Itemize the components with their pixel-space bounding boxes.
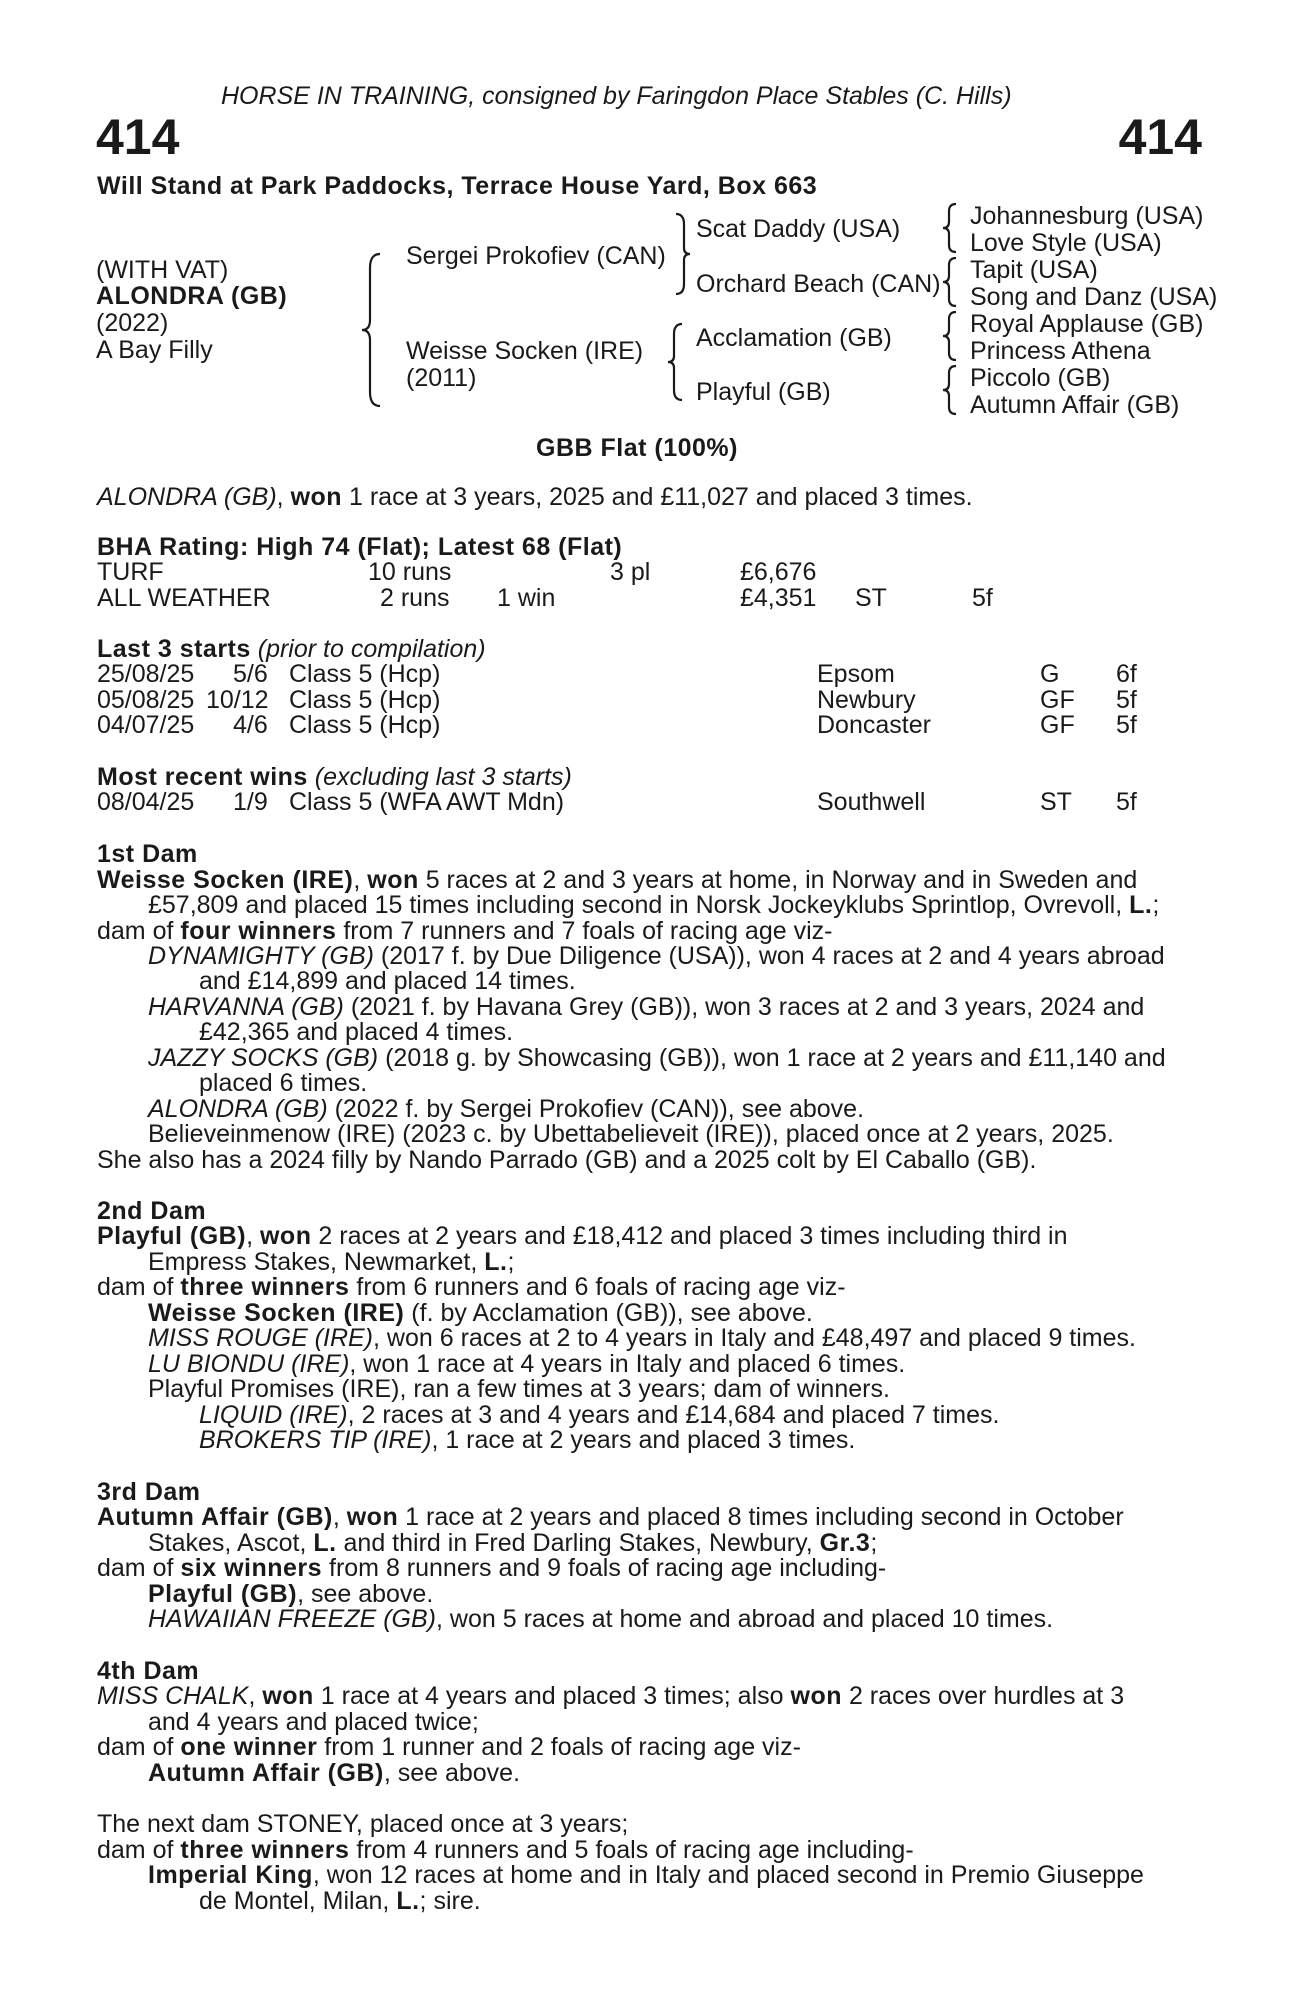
win-distance: 5f [1116,788,1137,816]
dam4-winners-count: one winner [180,1733,318,1761]
dam3-damof: dam of [97,1554,181,1582]
start-date: 05/08/25 [97,686,195,714]
summary-horse-name: ALONDRA (GB) [97,483,277,511]
dam3-progeny-2 [148,1605,1053,1634]
dam4-won: won [262,1682,314,1710]
dam2-grandprogeny-2 [199,1426,855,1455]
dam2-runners: from 6 runners and 6 foals of racing age viz- [349,1273,846,1301]
pedigree-sire-dam: Orchard Beach (CAN) [696,270,941,298]
dam2-punct: ; [507,1248,515,1276]
rating-money: £4,351 [740,584,817,612]
dam3-record-cont2: and third in Fred Darling Stakes, Newbury, [336,1529,820,1557]
bha-rating-title: BHA Rating: High 74 (Flat); Latest 68 (Flat) [97,533,623,561]
start-row [0,686,1315,712]
next-dam-line1: The next dam STONEY, placed once at 3 years; [97,1810,629,1838]
start-going: GF [1040,711,1075,739]
start-position: 4/6 [233,711,268,739]
start-class: Class 5 (Hcp) [289,660,441,688]
dam1-record: 5 races at 2 and 3 years at home, in Norway and in Sweden and [418,866,1138,894]
dam2-winners-count: three winners [180,1273,350,1301]
pedigree-sdd: Song and Danz (USA) [970,283,1218,311]
summary-won: won [290,483,343,511]
lot-number-left: 414 [96,109,180,165]
rating-money: £6,676 [740,558,817,586]
dam4-heading: 4th Dam [97,1657,200,1685]
dam1-won: won [367,866,419,894]
progeny-name: JAZZY SOCKS (GB) [148,1044,379,1072]
start-date: 04/07/25 [97,711,195,739]
dam4-line3 [97,1733,801,1762]
progeny-name: Autumn Affair (GB) [148,1759,384,1787]
dam4-record: 1 race at 4 years and placed 3 times; also [313,1682,791,1710]
start-row [0,660,1315,686]
dam1-line2 [148,891,1159,920]
progeny-name: Playful (GB) [148,1580,298,1608]
next-runners: from 4 runners and 5 foals of racing age including- [349,1836,914,1864]
start-distance: 5f [1116,686,1137,714]
dam2-progeny-4: Playful Promises (IRE), ran a few times at 3 years; dam of winners. [148,1375,890,1403]
progeny-name: BROKERS TIP (IRE) [199,1426,432,1454]
dam3-won: won [346,1503,399,1531]
dam2-name: Playful (GB) [97,1222,247,1250]
dam1-punct: ; [1152,891,1160,919]
sire-brace [666,212,690,296]
recent-win-row [0,788,1315,814]
gbb-status: GBB Flat (100%) [536,434,738,462]
progeny-record: (2017 f. by Due Diligence (USA)), won 4 races at 2 and 4 years abroad [373,942,1165,970]
start-course: Newbury [817,686,916,714]
win-class: Class 5 (WFA AWT Mdn) [289,788,565,816]
start-distance: 5f [1116,711,1137,739]
dam4-line2: and 4 years and placed twice; [148,1708,479,1736]
dam1-heading: 1st Dam [97,840,198,868]
rating-runs: 10 runs [368,558,452,586]
dam-brace [668,322,688,402]
progeny-name: DYNAMIGHTY (GB) [148,942,374,970]
dam3-record: 1 race at 2 years and placed 8 times including second in October [398,1503,1124,1531]
progeny-record: (f. by Acclamation (GB)), see above. [404,1299,813,1327]
dam4-won-hurdles: won [790,1682,842,1710]
dam1-progeny-2-cont: £42,365 and placed 4 times. [199,1018,514,1046]
horse-name: ALONDRA (GB) [96,282,288,310]
dam1-runners: from 7 runners and 7 foals of racing age viz- [336,917,833,945]
start-going: G [1040,660,1060,688]
pedigree-dss: Royal Applause (GB) [970,310,1204,338]
win-position: 1/9 [233,788,268,816]
progeny-record-cont: de Montel, Milan, [199,1887,397,1915]
pedigree-ddd: Autumn Affair (GB) [970,391,1180,419]
win-going: ST [1040,788,1072,816]
progeny-record: , see above. [297,1580,434,1608]
pedigree-dam: Weisse Socken (IRE) [406,337,644,365]
dam2-record-cont: Empress Stakes, Newmarket, [148,1248,485,1276]
pedigree-dam-sire: Acclamation (GB) [696,324,892,352]
progeny-record: , won 6 races at 2 to 4 years in Italy and £48,497 and placed 9 times. [373,1324,1136,1352]
rating-runs: 2 runs [380,584,450,612]
start-going: GF [1040,686,1075,714]
start-distance: 6f [1116,660,1137,688]
start-date: 25/08/25 [97,660,195,688]
brace-ss [942,202,960,254]
start-class: Class 5 (Hcp) [289,711,441,739]
last-starts-note: (prior to compilation) [250,635,486,663]
dam3-name: Autumn Affair (GB) [97,1503,333,1531]
dam1-damof: dam of [97,917,181,945]
summary-rest: 1 race at 3 years, 2025 and £11,027 and placed 3 times. [342,483,973,511]
start-position: 10/12 [206,686,269,714]
stable-location: Will Stand at Park Paddocks, Terrace House Yard, Box 663 [97,172,818,200]
pedigree-sds: Tapit (USA) [970,256,1098,284]
dam3-group-mark: Gr.3 [819,1529,871,1557]
rating-going: ST [855,584,887,612]
progeny-name: LIQUID (IRE) [199,1401,348,1429]
dam3-listed-mark: L. [313,1529,337,1557]
progeny-record: , 1 race at 2 years and placed 3 times. [431,1426,856,1454]
next-progeny-1-cont [199,1887,481,1916]
progeny-name: HARVANNA (GB) [148,993,344,1021]
progeny-name: MISS ROUGE (IRE) [148,1324,374,1352]
next-progeny-1 [148,1861,1144,1890]
progeny-name: ALONDRA (GB) [148,1095,328,1123]
dam2-won: won [259,1222,312,1250]
win-date: 08/04/25 [97,788,195,816]
dam3-winners-count: six winners [180,1554,323,1582]
dam4-runners: from 1 runner and 2 foals of racing age viz- [317,1733,801,1761]
last-starts-title: Last 3 starts [97,635,251,663]
dam3-line1: Autumn Affair (GB), won 1 race at 2 years and placed 8 times including second in October [97,1503,1124,1531]
progeny-record: , won 1 race at 4 years in Italy and placed 6 times. [349,1350,906,1378]
recent-wins-title: Most recent wins [97,763,308,791]
pedigree-ssd: Love Style (USA) [970,229,1162,257]
recent-wins-note: (excluding last 3 starts) [307,763,572,791]
dam4-line1 [97,1682,1124,1711]
dam4-name: MISS CHALK [97,1682,249,1710]
listed-mark: L. [396,1887,420,1915]
pedigree-dam-year: (2011) [406,364,477,392]
win-course: Southwell [817,788,926,816]
dam2-listed-mark: L. [484,1248,508,1276]
dam2-damof: dam of [97,1273,181,1301]
dam1-progeny-1-cont: and £14,899 and placed 14 times. [199,967,576,995]
rating-distance: 5f [972,584,993,612]
dam3-line3 [97,1554,886,1583]
brace-ds [942,310,960,362]
pedigree-sire: Sergei Prokofiev (CAN) [406,242,666,270]
dam1-foals-note: She also has a 2024 filly by Nando Parrado (GB) and a 2025 colt by El Caballo (GB). [97,1146,1037,1174]
progeny-sire-note: ; sire. [419,1887,481,1915]
next-damof: dam of [97,1836,181,1864]
page-subtitle: HORSE IN TRAINING, consigned by Faringdon Place Stables (C. Hills) [221,82,1012,110]
pedigree-dsd: Princess Athena [970,337,1151,365]
pedigree-main-brace [362,250,392,410]
start-course: Epsom [817,660,895,688]
pedigree-dds: Piccolo (GB) [970,364,1111,392]
vat-note: (WITH VAT) [96,256,229,284]
dam3-runners: from 8 runners and 9 foals of racing age including- [322,1554,887,1582]
progeny-record: , 2 races at 3 and 4 years and £14,684 and placed 7 times. [347,1401,1000,1429]
dam1-name: Weisse Socken (IRE) [97,866,354,894]
pedigree-dam-dam: Playful (GB) [696,378,831,406]
dam1-winners-count: four winners [180,917,337,945]
dam1-progeny-5: Believeinmenow (IRE) (2023 c. by Ubettabelieveit (IRE)), placed once at 2 years, 2025. [148,1120,1114,1148]
progeny-record: , won 5 races at home and abroad and placed 10 times. [436,1605,1054,1633]
next-winners-count: three winners [180,1836,350,1864]
horse-description: A Bay Filly [96,336,213,364]
rating-placed: 3 pl [610,558,651,586]
dam4-progeny-1 [148,1759,520,1788]
dam2-progeny-2 [148,1324,1136,1353]
rating-wins: 1 win [497,584,556,612]
race-summary: ALONDRA (GB), won 1 race at 3 years, 2025 and £11,027 and placed 3 times. [97,483,973,511]
rating-surface: ALL WEATHER [97,584,271,612]
dam4-damof: dam of [97,1733,181,1761]
dam2-line3 [97,1273,846,1302]
dam3-record-cont: Stakes, Ascot, [148,1529,314,1557]
dam4-record-hurdles: 2 races over hurdles at 3 [842,1682,1125,1710]
rating-row-turf [0,558,1315,584]
start-class: Class 5 (Hcp) [289,686,441,714]
dam1-listed-mark: L. [1129,891,1153,919]
progeny-name: LU BIONDU (IRE) [148,1350,350,1378]
dam1-line1: Weisse Socken (IRE), won 5 races at 2 and 3 years at home, in Norway and in Sweden and [97,866,1138,894]
dam2-line1: Playful (GB), won 2 races at 2 years and £18,412 and placed 3 times including third in [97,1222,1068,1250]
start-position: 5/6 [233,660,268,688]
progeny-record: (2021 f. by Havana Grey (GB)), won 3 races at 2 and 3 years, 2024 and [343,993,1145,1021]
progeny-name: Weisse Socken (IRE) [148,1299,405,1327]
dam2-heading: 2nd Dam [97,1197,207,1225]
progeny-name: Imperial King [148,1861,313,1889]
progeny-record: (2018 g. by Showcasing (GB)), won 1 race at 2 years and £11,140 and [378,1044,1166,1072]
pedigree-sss: Johannesburg (USA) [970,202,1204,230]
pedigree-sire-sire: Scat Daddy (USA) [696,215,901,243]
dam3-punct: ; [870,1529,878,1557]
rating-row-all-weather [0,584,1315,610]
start-row [0,711,1315,737]
progeny-record: (2022 f. by Sergei Prokofiev (CAN)), see above. [327,1095,865,1123]
horse-year: (2022) [96,309,169,337]
progeny-record: , won 12 races at home and in Italy and placed second in Premio Giuseppe [312,1861,1144,1889]
progeny-record: , see above. [383,1759,521,1787]
brace-dd [942,364,960,416]
rating-surface: TURF [97,558,164,586]
brace-sd [942,256,960,308]
dam4-sep: , [248,1682,263,1710]
lot-number-right: 414 [1118,109,1202,165]
start-course: Doncaster [817,711,931,739]
dam2-record: 2 races at 2 years and £18,412 and placed 3 times including third in [311,1222,1068,1250]
dam3-heading: 3rd Dam [97,1478,201,1506]
dam1-progeny-3-cont: placed 6 times. [199,1069,368,1097]
progeny-name: HAWAIIAN FREEZE (GB) [148,1605,437,1633]
dam1-record-cont: £57,809 and placed 15 times including second in Norsk Jockeyklubs Sprintlop, Ovrevoll, [148,891,1130,919]
